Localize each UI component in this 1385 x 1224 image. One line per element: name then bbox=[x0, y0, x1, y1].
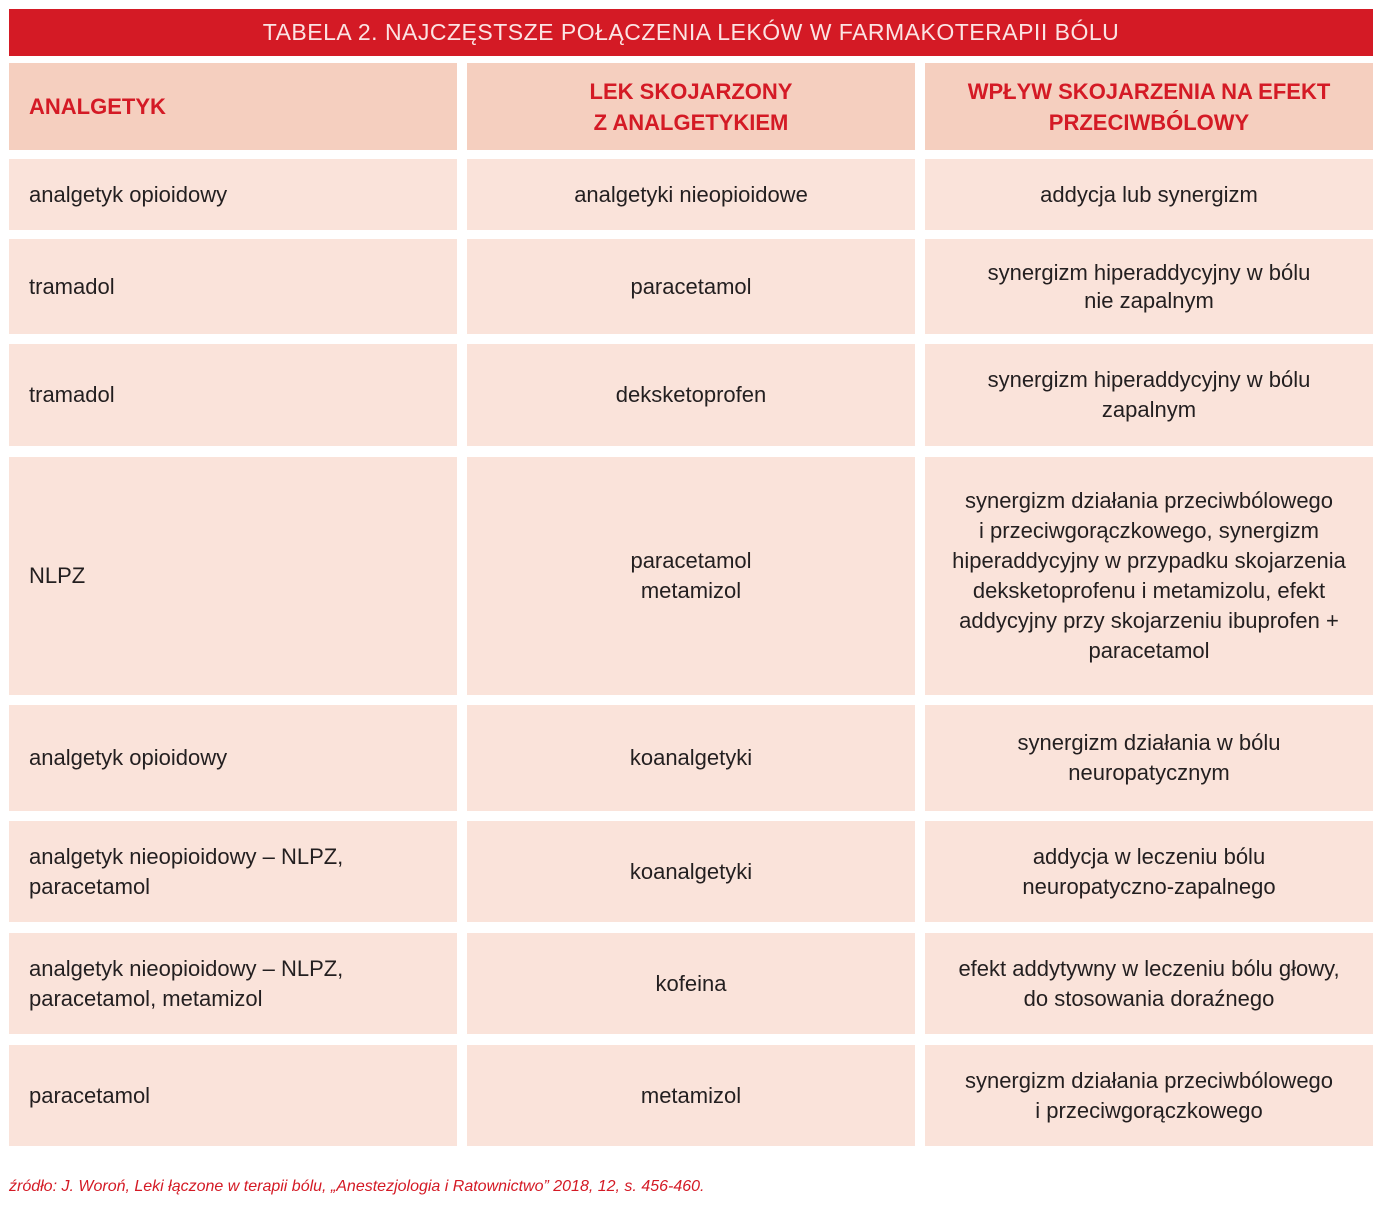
table-title-text: TABELA 2. NAJCZĘSTSZE POŁĄCZENIA LEKÓW W FARMAKOTERAPII BÓLU bbox=[262, 19, 1120, 45]
header-lek-skojarzony bbox=[467, 63, 915, 150]
table-row-8-analgetyk bbox=[9, 1045, 457, 1146]
table-row-2-wplyw bbox=[925, 239, 1373, 334]
header-wplyw bbox=[925, 63, 1373, 150]
table-row-7-wplyw bbox=[925, 933, 1373, 1034]
table-row-8-lek bbox=[467, 1045, 915, 1146]
header-analgetyk-text: ANALGETYK bbox=[29, 94, 166, 119]
table-row-7-lek bbox=[467, 933, 915, 1034]
table-row-1-lek bbox=[467, 159, 915, 230]
table-title bbox=[9, 9, 1373, 56]
header-analgetyk bbox=[9, 63, 457, 150]
header-lek-skojarzony-text: LEK SKOJARZONY Z ANALGETYKIEM bbox=[589, 78, 793, 135]
cell-text: koanalgetyki bbox=[629, 858, 753, 884]
cell-text: synergizm hiperaddycyjny w bólu nie zapalnym bbox=[987, 259, 1311, 313]
table-row-8-wplyw bbox=[925, 1045, 1373, 1146]
table-row-1-analgetyk bbox=[9, 159, 457, 230]
cell-text: koanalgetyki bbox=[629, 745, 753, 770]
cell-text: tramadol bbox=[29, 273, 115, 299]
cell-text: analgetyk nieopioidowy – NLPZ, paracetamol, metamizol bbox=[29, 955, 344, 1011]
table-row-2-lek bbox=[467, 239, 915, 334]
cell-text: analgetyk opioidowy bbox=[29, 745, 228, 770]
cell-text: paracetamol bbox=[630, 273, 752, 299]
cell-text: analgetyki nieopioidowe bbox=[574, 181, 808, 207]
cell-text: synergizm działania przeciwbólowego i przeciwgorączkowego bbox=[964, 1067, 1334, 1123]
cell-text: kofeina bbox=[655, 970, 727, 996]
table-row-7-analgetyk bbox=[9, 933, 457, 1034]
cell-text: synergizm działania przeciwbólowego i przeciwgorączkowego, synergizm hiperaddycyjny w przypadku skojarzenia deksketoprofenu i metamizolu, efekt addycyjny przy skojarzeniu ibuprofen + paracetamol bbox=[952, 488, 1346, 663]
table-row-5-wplyw bbox=[925, 705, 1373, 811]
cell-text: metamizol bbox=[640, 1082, 742, 1108]
table-row-6-analgetyk bbox=[9, 821, 457, 922]
cell-text: synergizm hiperaddycyjny w bólu zapalnym bbox=[987, 367, 1311, 422]
table-row-6-wplyw bbox=[925, 821, 1373, 922]
cell-text: synergizm działania w bólu neuropatycznym bbox=[1017, 730, 1281, 785]
cell-text: deksketoprofen bbox=[615, 382, 767, 407]
cell-text: analgetyk nieopioidowy – NLPZ, paracetamol bbox=[29, 843, 344, 899]
cell-text: paracetamol bbox=[29, 1082, 151, 1108]
cell-text: tramadol bbox=[29, 382, 115, 407]
table-row-3-wplyw bbox=[925, 344, 1373, 446]
cell-text: analgetyk opioidowy bbox=[29, 181, 228, 207]
table-row-5-analgetyk bbox=[9, 705, 457, 811]
table-row-4-lek bbox=[467, 457, 915, 695]
table-row-2-analgetyk bbox=[9, 239, 457, 334]
table-row-5-lek bbox=[467, 705, 915, 811]
cell-text: paracetamol metamizol bbox=[630, 548, 752, 603]
table-row-4-wplyw bbox=[925, 457, 1373, 695]
cell-text: addycja lub synergizm bbox=[1040, 181, 1258, 207]
cell-text: efekt addytywny w leczeniu bólu głowy, do stosowania doraźnego bbox=[958, 955, 1340, 1011]
table-row-6-lek bbox=[467, 821, 915, 922]
cell-text: addycja w leczeniu bólu neuropatyczno-zapalnego bbox=[1022, 843, 1276, 899]
source-citation: źródło: J. Woroń, Leki łączone w terapii bólu, „Anestezjologia i Ratownictwo” 2018, 12, s. 456-460. bbox=[9, 1178, 705, 1195]
cell-text: NLPZ bbox=[29, 563, 86, 588]
table-row-3-lek bbox=[467, 344, 915, 446]
header-wplyw-text: WPŁYW SKOJARZENIA NA EFEKT PRZECIWBÓLOWY bbox=[967, 78, 1331, 135]
table-row-4-analgetyk bbox=[9, 457, 457, 695]
table-row-3-analgetyk bbox=[9, 344, 457, 446]
table-row-1-wplyw bbox=[925, 159, 1373, 230]
